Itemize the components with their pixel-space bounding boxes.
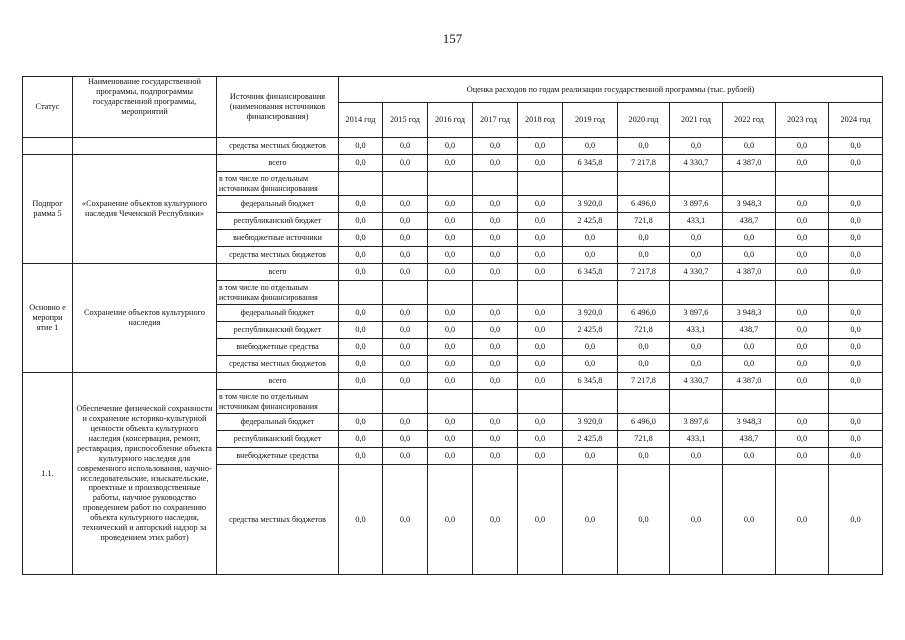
value-cell: 0,0	[383, 373, 428, 390]
value-cell	[776, 172, 829, 196]
value-cell: 0,0	[618, 465, 670, 575]
status-cell	[23, 138, 73, 155]
status-cell: 1.1.	[23, 373, 73, 575]
source-cell: федеральный бюджет	[217, 196, 339, 213]
value-cell	[473, 281, 518, 305]
value-cell: 4 387,0	[723, 155, 776, 172]
value-cell: 0,0	[473, 213, 518, 230]
value-cell	[563, 172, 618, 196]
value-cell: 0,0	[428, 138, 473, 155]
value-cell: 6 496,0	[618, 196, 670, 213]
value-cell: 0,0	[383, 356, 428, 373]
value-cell: 0,0	[473, 230, 518, 247]
value-cell: 0,0	[563, 356, 618, 373]
header-status: Статус	[23, 77, 73, 138]
value-cell: 0,0	[776, 373, 829, 390]
value-cell: 0,0	[473, 356, 518, 373]
value-cell: 0,0	[518, 230, 563, 247]
value-cell	[383, 390, 428, 414]
header-year: 2019 год	[563, 103, 618, 138]
value-cell: 0,0	[829, 322, 883, 339]
value-cell: 0,0	[829, 305, 883, 322]
header-year: 2018 год	[518, 103, 563, 138]
value-cell: 0,0	[518, 448, 563, 465]
value-cell: 3 920,0	[563, 196, 618, 213]
value-cell: 0,0	[829, 196, 883, 213]
value-cell: 0,0	[518, 356, 563, 373]
header-name: Наименование государственной программы, подпрограммы государственной программы, мероприятий	[73, 77, 217, 138]
value-cell: 0,0	[473, 322, 518, 339]
value-cell: 0,0	[428, 322, 473, 339]
source-cell: средства местных бюджетов	[217, 465, 339, 575]
value-cell: 0,0	[776, 431, 829, 448]
value-cell: 0,0	[670, 448, 723, 465]
value-cell: 3 920,0	[563, 414, 618, 431]
value-cell: 0,0	[723, 230, 776, 247]
value-cell: 0,0	[383, 138, 428, 155]
value-cell	[776, 390, 829, 414]
value-cell	[618, 172, 670, 196]
value-cell: 0,0	[339, 414, 383, 431]
value-cell: 7 217,8	[618, 264, 670, 281]
value-cell	[383, 281, 428, 305]
value-cell: 0,0	[383, 264, 428, 281]
source-cell: в том числе по отдельным источникам финансирования	[217, 390, 339, 414]
value-cell: 0,0	[428, 414, 473, 431]
value-cell: 0,0	[518, 373, 563, 390]
table-row	[23, 155, 883, 172]
table-row	[23, 373, 883, 390]
source-cell: внебюджетные средства	[217, 339, 339, 356]
value-cell: 0,0	[428, 213, 473, 230]
source-cell: средства местных бюджетов	[217, 356, 339, 373]
value-cell: 0,0	[563, 230, 618, 247]
value-cell: 0,0	[723, 465, 776, 575]
value-cell: 0,0	[339, 322, 383, 339]
value-cell: 0,0	[428, 247, 473, 264]
value-cell: 0,0	[776, 322, 829, 339]
value-cell: 0,0	[723, 138, 776, 155]
value-cell: 0,0	[618, 448, 670, 465]
value-cell	[723, 281, 776, 305]
value-cell: 0,0	[776, 448, 829, 465]
value-cell: 0,0	[428, 431, 473, 448]
value-cell: 0,0	[618, 339, 670, 356]
value-cell: 0,0	[829, 465, 883, 575]
value-cell: 2 425,8	[563, 322, 618, 339]
value-cell: 0,0	[776, 264, 829, 281]
value-cell: 0,0	[776, 339, 829, 356]
value-cell	[670, 390, 723, 414]
value-cell: 0,0	[829, 264, 883, 281]
value-cell: 0,0	[428, 356, 473, 373]
value-cell	[339, 390, 383, 414]
source-cell: в том числе по отдельным источникам финансирования	[217, 172, 339, 196]
value-cell: 0,0	[339, 213, 383, 230]
value-cell: 3 948,3	[723, 414, 776, 431]
value-cell: 0,0	[383, 247, 428, 264]
table-row	[23, 138, 883, 155]
source-cell: федеральный бюджет	[217, 414, 339, 431]
value-cell	[428, 390, 473, 414]
value-cell: 0,0	[473, 305, 518, 322]
value-cell: 0,0	[339, 465, 383, 575]
value-cell: 0,0	[670, 230, 723, 247]
value-cell: 433,1	[670, 431, 723, 448]
header-estimate: Оценка расходов по годам реализации государственной программы (тыс. рублей)	[339, 77, 883, 103]
value-cell: 4 387,0	[723, 373, 776, 390]
value-cell: 7 217,8	[618, 373, 670, 390]
value-cell: 721,8	[618, 322, 670, 339]
value-cell: 0,0	[723, 339, 776, 356]
name-cell: Обеспечение физической сохранности и сохранение историко-культурной ценности объекта культурного наследия (консервация, ремонт, реставрация, приспособление объекта культурного наследия для современного использования, научно-исследовательские, изыскательские, проектные и производственные работы, научное руководство проведением работ по сохранению объекта культурного наследия, технический и авторский надзор за проведением этих работ)	[73, 373, 217, 575]
value-cell: 0,0	[518, 196, 563, 213]
value-cell: 0,0	[473, 448, 518, 465]
value-cell: 0,0	[383, 448, 428, 465]
value-cell	[723, 390, 776, 414]
value-cell: 0,0	[776, 230, 829, 247]
value-cell: 0,0	[723, 356, 776, 373]
value-cell: 0,0	[829, 448, 883, 465]
value-cell	[473, 172, 518, 196]
value-cell: 433,1	[670, 213, 723, 230]
value-cell	[723, 172, 776, 196]
source-cell: средства местных бюджетов	[217, 138, 339, 155]
value-cell: 6 345,8	[563, 373, 618, 390]
value-cell: 0,0	[563, 339, 618, 356]
value-cell: 0,0	[670, 465, 723, 575]
value-cell: 2 425,8	[563, 431, 618, 448]
value-cell: 0,0	[618, 356, 670, 373]
value-cell: 0,0	[428, 305, 473, 322]
value-cell: 0,0	[383, 213, 428, 230]
value-cell: 3 897,6	[670, 196, 723, 213]
header-year: 2014 год	[339, 103, 383, 138]
status-cell: Основно е меропри ятие 1	[23, 264, 73, 373]
value-cell: 0,0	[518, 155, 563, 172]
value-cell: 6 345,8	[563, 264, 618, 281]
value-cell: 0,0	[618, 138, 670, 155]
value-cell	[563, 281, 618, 305]
value-cell: 0,0	[776, 414, 829, 431]
value-cell: 4 330,7	[670, 155, 723, 172]
value-cell: 0,0	[339, 196, 383, 213]
value-cell: 0,0	[776, 213, 829, 230]
value-cell: 0,0	[518, 138, 563, 155]
value-cell: 0,0	[776, 247, 829, 264]
value-cell: 0,0	[618, 230, 670, 247]
budget-table	[22, 76, 883, 575]
name-cell: «Сохранение объектов культурного наследия Чеченской Республики»	[73, 155, 217, 264]
source-cell: всего	[217, 155, 339, 172]
header-year: 2024 год	[829, 103, 883, 138]
value-cell: 0,0	[670, 247, 723, 264]
value-cell: 0,0	[428, 230, 473, 247]
value-cell	[829, 281, 883, 305]
page-number: 157	[442, 31, 463, 46]
value-cell: 0,0	[473, 465, 518, 575]
value-cell: 0,0	[518, 305, 563, 322]
value-cell: 0,0	[518, 414, 563, 431]
value-cell: 0,0	[670, 138, 723, 155]
source-cell: республиканский бюджет	[217, 322, 339, 339]
value-cell	[776, 281, 829, 305]
name-cell: Сохранение объектов культурного наследия	[73, 264, 217, 373]
value-cell: 6 345,8	[563, 155, 618, 172]
header-year: 2020 год	[618, 103, 670, 138]
value-cell: 0,0	[339, 264, 383, 281]
value-cell: 3 920,0	[563, 305, 618, 322]
value-cell: 0,0	[339, 247, 383, 264]
value-cell: 0,0	[776, 356, 829, 373]
value-cell: 0,0	[428, 196, 473, 213]
value-cell	[829, 390, 883, 414]
source-cell: внебюджетные средства	[217, 448, 339, 465]
value-cell: 0,0	[829, 356, 883, 373]
source-cell: средства местных бюджетов	[217, 247, 339, 264]
value-cell: 0,0	[518, 465, 563, 575]
value-cell: 0,0	[723, 247, 776, 264]
value-cell: 0,0	[518, 431, 563, 448]
value-cell: 0,0	[563, 138, 618, 155]
value-cell: 0,0	[670, 356, 723, 373]
value-cell: 6 496,0	[618, 414, 670, 431]
header-year: 2023 год	[776, 103, 829, 138]
value-cell: 0,0	[776, 465, 829, 575]
value-cell: 0,0	[776, 138, 829, 155]
value-cell	[339, 172, 383, 196]
value-cell: 0,0	[339, 431, 383, 448]
header-year: 2015 год	[383, 103, 428, 138]
status-cell: Подпрог рамма 5	[23, 155, 73, 264]
value-cell: 7 217,8	[618, 155, 670, 172]
value-cell: 0,0	[339, 155, 383, 172]
header-year: 2022 год	[723, 103, 776, 138]
name-cell	[73, 138, 217, 155]
value-cell	[618, 281, 670, 305]
value-cell: 0,0	[428, 448, 473, 465]
value-cell	[563, 390, 618, 414]
value-cell: 0,0	[723, 448, 776, 465]
value-cell: 0,0	[383, 155, 428, 172]
value-cell: 0,0	[829, 155, 883, 172]
value-cell: 0,0	[383, 230, 428, 247]
value-cell: 0,0	[776, 155, 829, 172]
value-cell	[473, 390, 518, 414]
value-cell	[829, 172, 883, 196]
value-cell: 0,0	[473, 155, 518, 172]
value-cell: 0,0	[829, 431, 883, 448]
value-cell: 438,7	[723, 431, 776, 448]
value-cell: 0,0	[518, 322, 563, 339]
source-cell: федеральный бюджет	[217, 305, 339, 322]
value-cell: 0,0	[339, 448, 383, 465]
value-cell: 0,0	[473, 431, 518, 448]
value-cell: 0,0	[339, 138, 383, 155]
value-cell: 0,0	[383, 305, 428, 322]
value-cell: 0,0	[428, 339, 473, 356]
value-cell: 0,0	[339, 305, 383, 322]
value-cell: 438,7	[723, 322, 776, 339]
value-cell: 3 948,3	[723, 305, 776, 322]
value-cell: 0,0	[473, 373, 518, 390]
value-cell: 0,0	[473, 414, 518, 431]
value-cell: 0,0	[518, 213, 563, 230]
source-cell: республиканский бюджет	[217, 213, 339, 230]
value-cell: 721,8	[618, 213, 670, 230]
value-cell: 0,0	[518, 339, 563, 356]
value-cell: 0,0	[473, 247, 518, 264]
header-year: 2017 год	[473, 103, 518, 138]
value-cell: 721,8	[618, 431, 670, 448]
value-cell: 433,1	[670, 322, 723, 339]
value-cell: 4 330,7	[670, 264, 723, 281]
value-cell: 3 897,6	[670, 305, 723, 322]
value-cell	[428, 281, 473, 305]
value-cell: 0,0	[670, 339, 723, 356]
value-cell: 0,0	[776, 196, 829, 213]
value-cell	[670, 172, 723, 196]
value-cell: 0,0	[829, 230, 883, 247]
value-cell: 0,0	[518, 247, 563, 264]
value-cell	[339, 281, 383, 305]
value-cell: 0,0	[829, 138, 883, 155]
value-cell: 0,0	[829, 213, 883, 230]
value-cell: 0,0	[383, 414, 428, 431]
value-cell: 3 948,3	[723, 196, 776, 213]
value-cell: 0,0	[563, 448, 618, 465]
value-cell: 0,0	[339, 230, 383, 247]
value-cell: 0,0	[473, 264, 518, 281]
value-cell: 0,0	[829, 414, 883, 431]
value-cell	[518, 172, 563, 196]
value-cell: 4 330,7	[670, 373, 723, 390]
source-cell: внебюджетные источники	[217, 230, 339, 247]
value-cell: 0,0	[563, 247, 618, 264]
value-cell: 0,0	[383, 339, 428, 356]
value-cell: 6 496,0	[618, 305, 670, 322]
source-cell: республиканский бюджет	[217, 431, 339, 448]
value-cell: 0,0	[383, 196, 428, 213]
value-cell: 0,0	[339, 356, 383, 373]
value-cell: 0,0	[518, 264, 563, 281]
value-cell	[383, 172, 428, 196]
value-cell: 0,0	[428, 155, 473, 172]
source-cell: всего	[217, 264, 339, 281]
value-cell: 0,0	[563, 465, 618, 575]
value-cell	[428, 172, 473, 196]
value-cell: 4 387,0	[723, 264, 776, 281]
value-cell: 0,0	[829, 373, 883, 390]
value-cell: 0,0	[383, 431, 428, 448]
value-cell: 0,0	[829, 247, 883, 264]
value-cell: 0,0	[473, 138, 518, 155]
value-cell: 0,0	[473, 196, 518, 213]
value-cell: 0,0	[339, 339, 383, 356]
header-year: 2016 год	[428, 103, 473, 138]
header-year: 2021 год	[670, 103, 723, 138]
table-row	[23, 264, 883, 281]
value-cell: 0,0	[473, 339, 518, 356]
source-cell: в том числе по отдельным источникам финансирования	[217, 281, 339, 305]
value-cell	[670, 281, 723, 305]
value-cell: 0,0	[383, 322, 428, 339]
value-cell: 0,0	[618, 247, 670, 264]
value-cell: 0,0	[428, 465, 473, 575]
value-cell: 0,0	[383, 465, 428, 575]
value-cell: 0,0	[428, 373, 473, 390]
value-cell	[518, 281, 563, 305]
source-cell: всего	[217, 373, 339, 390]
header-source: Источник финансирования (наименования источников финансирования)	[217, 77, 339, 138]
value-cell: 0,0	[829, 339, 883, 356]
value-cell: 0,0	[339, 373, 383, 390]
value-cell: 0,0	[776, 305, 829, 322]
value-cell: 2 425,8	[563, 213, 618, 230]
value-cell: 3 897,6	[670, 414, 723, 431]
value-cell: 0,0	[428, 264, 473, 281]
value-cell: 438,7	[723, 213, 776, 230]
value-cell	[518, 390, 563, 414]
value-cell	[618, 390, 670, 414]
